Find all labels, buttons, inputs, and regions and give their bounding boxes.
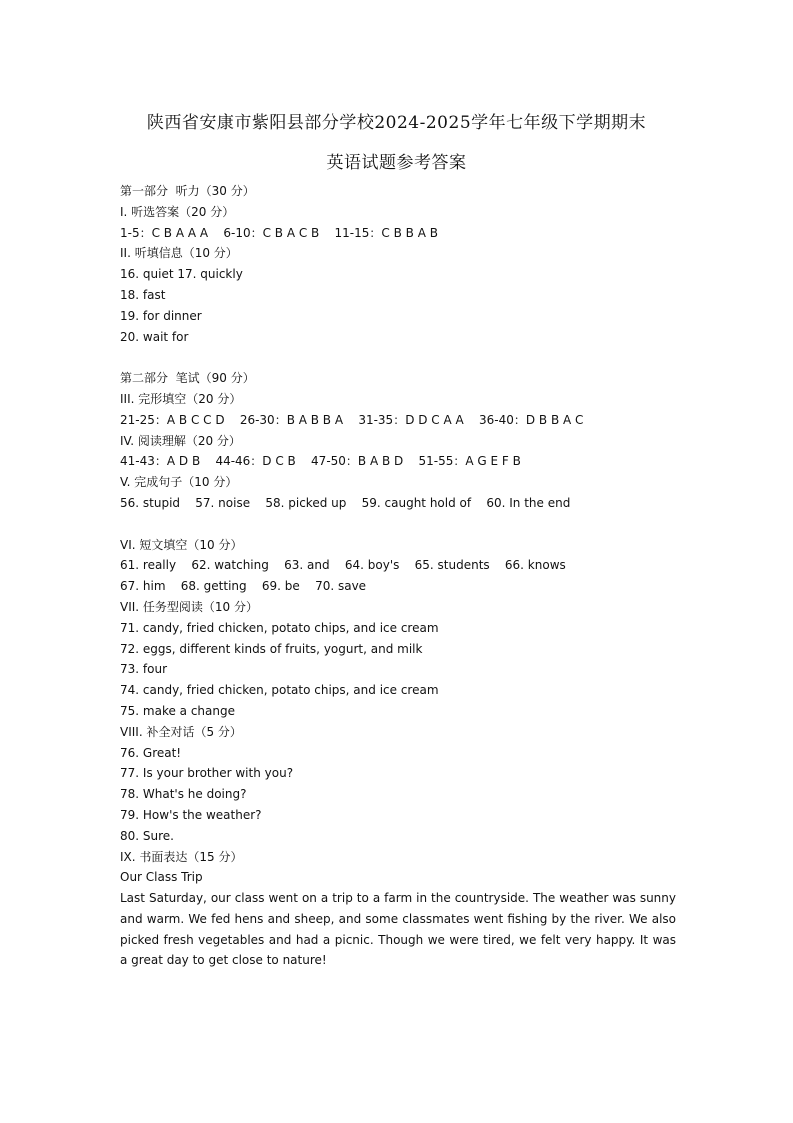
spacer <box>120 347 680 368</box>
spacer <box>120 514 680 535</box>
section-3-heading: III. 完形填空（20 分） <box>120 391 242 406</box>
answer-line: 75. make a change <box>120 703 235 718</box>
section-1-answers: 1-5：C B A A A 6-10：C B A C B 11-15：C B B A B <box>120 225 438 240</box>
answer-line: 80. Sure. <box>120 828 174 843</box>
part1-heading: 第一部分 听力（30 分） <box>120 184 255 198</box>
answer-line: 78. What's he doing? <box>120 787 247 802</box>
section-4-answers: 41-43：A D B 44-46：D C B 47-50：B A B D 51-55：A G E F B <box>120 454 521 469</box>
answer-line: 76. Great! <box>120 745 182 760</box>
essay-title: Our Class Trip <box>120 870 203 885</box>
answer-body <box>120 181 680 971</box>
section-7-heading: VII. 任务型阅读（10 分） <box>120 599 259 614</box>
part2-heading: 第二部分 笔试（90 分） <box>120 371 255 386</box>
answer-line: 74. candy, fried chicken, potato chips, and ice cream <box>120 683 439 698</box>
answer-line: 20. wait for <box>120 329 189 344</box>
answer-line: 18. fast <box>120 287 166 302</box>
section-1-heading: I. 听选答案（20 分） <box>120 204 235 219</box>
section-5-answers: 56. stupid 57. noise 58. picked up 59. caught hold of 60. In the end <box>120 495 571 510</box>
section-9-heading: IX. 书面表达（15 分） <box>120 849 243 864</box>
section-4-heading: IV. 阅读理解（20 分） <box>120 433 241 448</box>
document-title: 陕西省安康市紫阳县部分学校2024-2025学年七年级下学期期末 <box>146 113 647 133</box>
answer-line: 61. really 62. watching 63. and 64. boy's 65. students 66. knows <box>120 558 566 573</box>
essay-paragraph: Last Saturday, our class went on a trip to a farm in the countryside. The weather was sunny and warm. We fed hens and sheep, and some classmates went fishing by the river. We also picked fresh vegetables and had a picnic. Though we were tired, we felt very happy. It was a great day to get close to nature! <box>120 891 676 968</box>
document-subtitle: 英语试题参考答案 <box>326 153 467 173</box>
answer-line: 73. four <box>120 662 168 677</box>
answer-line: 77. Is your brother with you? <box>120 766 294 781</box>
answer-line: 67. him 68. getting 69. be 70. save <box>120 579 367 594</box>
section-6-heading: VI. 短文填空（10 分） <box>120 537 243 552</box>
answer-line: 79. How's the weather? <box>120 807 262 822</box>
answer-line: 19. for dinner <box>120 308 202 323</box>
section-2-heading: II. 听填信息（10 分） <box>120 246 238 261</box>
answer-line: 16. quiet 17. quickly <box>120 267 243 282</box>
section-8-heading: VIII. 补全对话（5 分） <box>120 724 242 739</box>
section-5-heading: V. 完成句子（10 分） <box>120 475 238 490</box>
answer-line: 72. eggs, different kinds of fruits, yogurt, and milk <box>120 641 423 656</box>
answer-line: 71. candy, fried chicken, potato chips, and ice cream <box>120 620 439 635</box>
section-3-answers: 21-25：A B C C D 26-30：B A B B A 31-35：D D C A A 36-40：D B B A C <box>120 412 584 427</box>
